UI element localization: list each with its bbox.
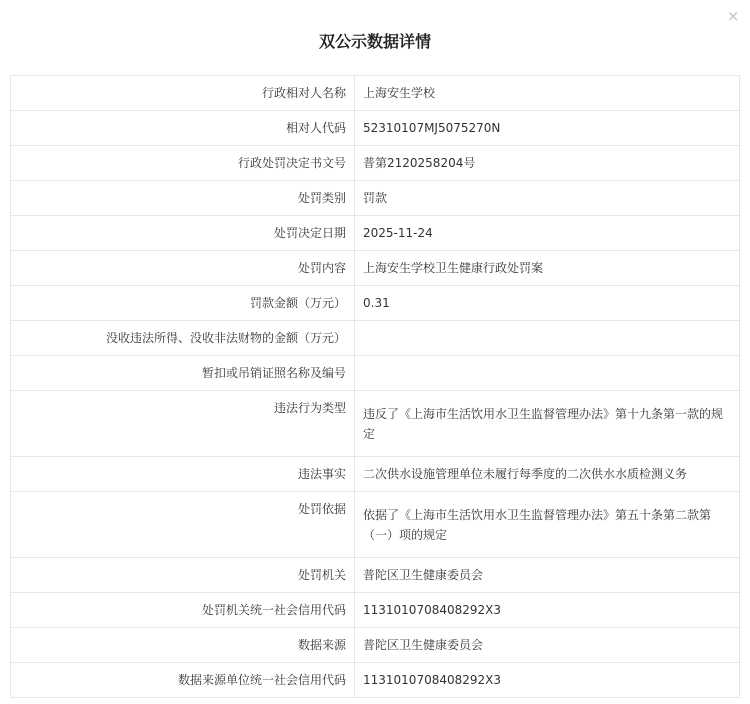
field-label: 相对人代码: [11, 111, 355, 146]
field-label: 处罚类别: [11, 181, 355, 216]
detail-table: [10, 75, 740, 698]
field-value: 上海安生学校: [355, 76, 740, 111]
field-label: 处罚机关统一社会信用代码: [11, 593, 355, 628]
close-icon[interactable]: ×: [726, 7, 740, 25]
table-row: [11, 251, 740, 286]
field-value: [355, 356, 740, 391]
table-row: [11, 146, 740, 181]
table-row: [11, 593, 740, 628]
field-label: 行政相对人名称: [11, 76, 355, 111]
field-label: 违法行为类型: [11, 391, 355, 457]
field-value: 罚款: [355, 181, 740, 216]
field-value: 依据了《上海市生活饮用水卫生监督管理办法》第五十条第二款第（一）项的规定: [355, 492, 740, 558]
table-row: [11, 111, 740, 146]
field-value: 普陀区卫生健康委员会: [355, 628, 740, 663]
field-label: 行政处罚决定书文号: [11, 146, 355, 181]
field-value: [355, 321, 740, 356]
field-label: 违法事实: [11, 457, 355, 492]
field-value: 二次供水设施管理单位未履行每季度的二次供水水质检测义务: [355, 457, 740, 492]
table-row: [11, 356, 740, 391]
field-label: 暂扣或吊销证照名称及编号: [11, 356, 355, 391]
dialog-title: 双公示数据详情: [318, 32, 431, 51]
table-row: [11, 628, 740, 663]
table-row: [11, 321, 740, 356]
table-row: [11, 391, 740, 457]
field-value: 52310107MJ5075270N: [355, 111, 740, 146]
field-label: 处罚机关: [11, 558, 355, 593]
table-row: [11, 216, 740, 251]
field-label: 处罚内容: [11, 251, 355, 286]
table-row: [11, 457, 740, 492]
field-label: 罚款金额（万元）: [11, 286, 355, 321]
table-row: [11, 76, 740, 111]
close-button[interactable]: [726, 9, 740, 23]
field-label: 处罚依据: [11, 492, 355, 558]
field-value: 普第2120258204号: [355, 146, 740, 181]
table-row: [11, 492, 740, 558]
field-label: 没收违法所得、没收非法财物的金额（万元）: [11, 321, 355, 356]
table-row: [11, 181, 740, 216]
field-value: 0.31: [355, 286, 740, 321]
table-row: [11, 558, 740, 593]
field-value: 违反了《上海市生活饮用水卫生监督管理办法》第十九条第一款的规定: [355, 391, 740, 457]
field-value: 2025-11-24: [355, 216, 740, 251]
field-value: 1131010708408292X3: [355, 663, 740, 698]
field-label: 数据来源单位统一社会信用代码: [11, 663, 355, 698]
table-row: [11, 663, 740, 698]
field-value: 1131010708408292X3: [355, 593, 740, 628]
field-label: 处罚决定日期: [11, 216, 355, 251]
field-label: 数据来源: [11, 628, 355, 663]
table-row: [11, 286, 740, 321]
field-value: 上海安生学校卫生健康行政处罚案: [355, 251, 740, 286]
field-value: 普陀区卫生健康委员会: [355, 558, 740, 593]
